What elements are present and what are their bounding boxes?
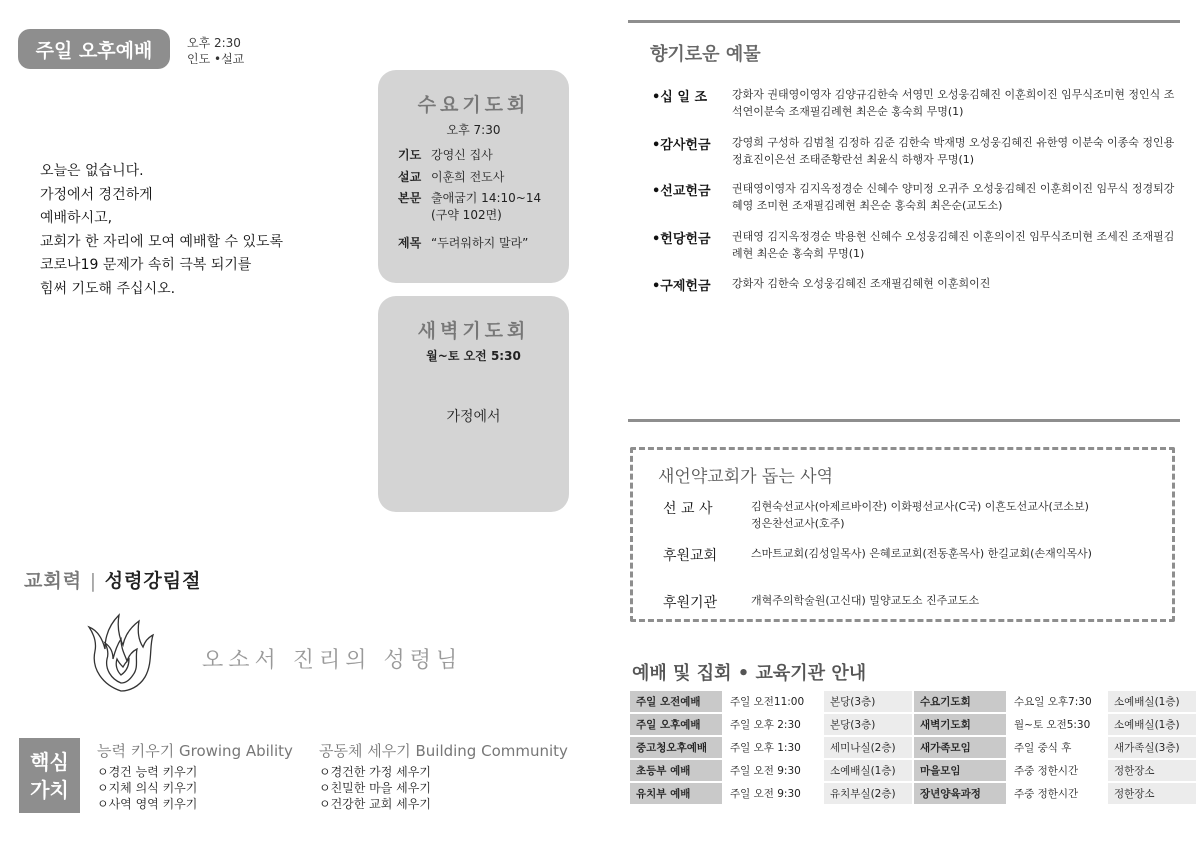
sunday-afternoon-badge: 주일 오후예배 (18, 29, 170, 69)
dawn-prayer-box (378, 296, 569, 512)
ministry-row: 선 교 사 김현숙선교사(아제르바이잔) 이화평선교사(C국) 이흔도선교사(코소보) 정은찬선교사(호주) (663, 500, 1089, 530)
schedule-title: 예배 및 집회 • 교육기관 안내 (632, 663, 867, 684)
sunday-afternoon-info (187, 35, 244, 67)
sunday-afternoon-leader: 인도 •설교 (187, 52, 245, 66)
notice-line: 힘써 기도해 주십시오. (40, 280, 176, 297)
core-value-item: ㅇ건강한 교회 세우기 (319, 797, 431, 811)
core-value-item: ㅇ친밀한 마을 세우기 (319, 781, 431, 795)
wednesday-prayer: 기도 강영신 집사 (398, 148, 493, 162)
season-phrase: 오소서 진리의 성령님 (202, 648, 463, 673)
ministry-row: 후원교회 스마트교회(김성일목사) 은혜로교회(전동훈목사) 한길교회(손재익목사) (663, 547, 1092, 564)
core-value-item: ㅇ사역 영역 키우기 (97, 797, 198, 811)
wednesday-sermon: 설교 이훈희 전도사 (398, 170, 505, 184)
dawn-title: 새벽기도회 (417, 320, 530, 342)
offering-row: •구제헌금 강화자 김한숙 오성웅김혜진 조재필김혜현 이훈희이진 (652, 277, 991, 294)
core-value-item: ㅇ지체 의식 키우기 (97, 781, 198, 795)
core-values-badge: 핵심 가치 (19, 738, 80, 813)
wednesday-subject: 제목 “두려워하지 말라” (398, 236, 529, 250)
core-value-heading: 공동체 세우기 Building Community (319, 742, 568, 760)
sunday-afternoon-time: 오후 2:30 (187, 36, 241, 50)
table-row: 초등부 예배 주일 오전 9:30 소예배실(1층) 마을모임 주중 정한시간 정한장소 (630, 760, 1196, 781)
core-value-column (97, 743, 293, 812)
season-name: 성령강림절 (104, 570, 202, 592)
notice-line: 코로나19 문제가 속히 극복 되기를 (40, 257, 252, 273)
church-calendar-label: 교회력 | 성령강림절 (24, 570, 202, 592)
notice-line: 교회가 한 자리에 모여 예배할 수 있도록 (40, 233, 284, 250)
divider-top (628, 20, 1180, 23)
offering-row: •선교헌금 권태영이영자 김지옥정경순 신혜수 양미정 오귀주 오성웅김혜진 이훈희이진 임무식 정경퇴강혜영 조미현 조재필김례현 최은순 홍숙희 최은순(교도소) (652, 182, 1175, 212)
table-row: 주일 오전예배 주일 오전11:00 본당(3층) 수요기도회 수요일 오후7:30 소예배실(1층) (630, 691, 1196, 712)
dawn-note: 가정에서 (446, 409, 501, 425)
core-value-item: ㅇ경건 능력 키우기 (97, 765, 198, 779)
wednesday-scripture: 본문 출애굽기 14:10~14 (구약 102면) (398, 191, 542, 222)
core-value-column (319, 743, 568, 812)
ministries-title: 새언약교회가 돕는 사역 (658, 467, 834, 487)
offering-row: •헌당헌금 권태영 김지옥정경순 박용현 신혜수 오성웅김혜진 이훈의이진 임무식조미현 조세진 조재필김례현 최은순 홍숙희 무명(1) (652, 230, 1175, 260)
no-service-notice (40, 160, 283, 301)
schedule-table (628, 689, 1198, 806)
divider-middle (628, 419, 1180, 422)
table-row: 유치부 예배 주일 오전 9:30 유치부실(2층) 장년양육과정 주중 정한시간 정한장소 (630, 783, 1196, 804)
wednesday-time: 오후 7:30 (446, 123, 501, 137)
notice-line: 가정에서 경건하게 (40, 186, 153, 203)
dawn-time: 월~토 오전 5:30 (426, 349, 521, 363)
table-row: 주일 오후예배 주일 오후 2:30 본당(3층) 새벽기도회 월~토 오전5:30 소예배실(1층) (630, 714, 1196, 735)
core-value-item: ㅇ경건한 가정 세우기 (319, 765, 431, 779)
offering-row: •감사헌금 강영희 구성하 김범철 김정하 김준 김한숙 박재명 오성웅김혜진 유한영 이분숙 이종숙 정인용 정효진이은선 조태준황란선 최윤식 하행자 무명(1) (652, 136, 1175, 166)
holy-spirit-flame-icon (83, 607, 159, 693)
notice-line: 오늘은 없습니다. (40, 163, 144, 179)
wednesday-prayer-box (378, 70, 569, 283)
table-row: 중고청오후예배 주일 오후 1:30 세미나실(2층) 새가족모임 주일 중식 후 새가족실(3층) (630, 737, 1196, 758)
ministry-row: 후원기관 개혁주의학술원(고신대) 밀양교도소 진주교도소 (663, 594, 980, 611)
core-value-heading: 능력 키우기 Growing Ability (97, 742, 293, 760)
wednesday-title: 수요기도회 (417, 94, 530, 116)
offerings-title: 향기로운 예물 (650, 44, 761, 65)
offering-row: •십 일 조 강화자 권태영이영자 김양규김한숙 서영민 오성웅김혜진 이훈희이진 임무식조미현 정인식 조석연이분숙 조재필김례현 최은순 홍숙희 무명(1) (652, 88, 1175, 118)
notice-line: 예배하시고, (40, 210, 113, 226)
